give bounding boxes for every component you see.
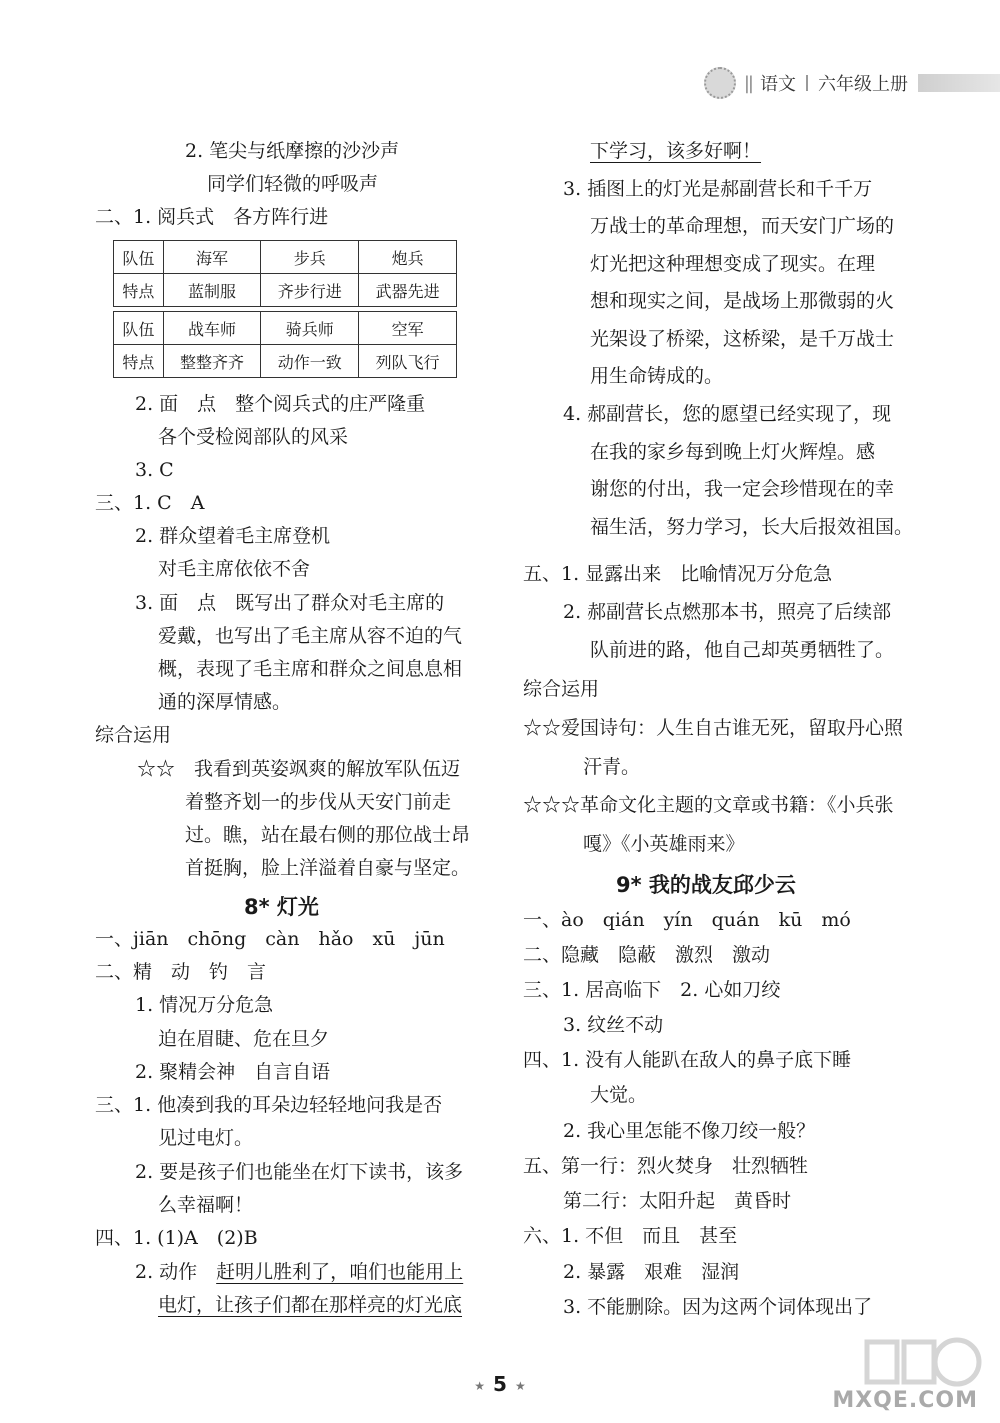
answer-line: 汗青。 — [583, 756, 641, 778]
table-row — [114, 345, 457, 378]
answer-line: ☆☆☆革命文化主题的文章或书籍：《小兵张 — [523, 794, 894, 816]
table-cell: 骑兵师 — [261, 312, 359, 345]
answer-line: 用生命铸成的。 — [590, 365, 724, 387]
header-subject: 语文 — [760, 74, 796, 95]
answer-line: 二、隐藏 隐蔽 激烈 激动 — [523, 944, 771, 966]
table-cell: 队伍 — [114, 241, 164, 274]
answer-line: 万战士的革命理想，而天安门广场的 — [590, 215, 895, 237]
answer-line: 三、1. 他凑到我的耳朵边轻轻地问我是否 — [95, 1094, 443, 1116]
table-row — [114, 312, 457, 345]
lesson-9-title: 9* 我的战友邱少云 — [616, 873, 796, 897]
answer-line: 队前进的路，他自己却英勇牺牲了。 — [590, 639, 895, 661]
header-divider-icon: || — [743, 72, 752, 94]
answer-line: 一、jiān chōng càn hǎo xū jūn — [95, 928, 445, 950]
header-grade: 六年级上册 — [818, 74, 908, 95]
answer-line: 见过电灯。 — [158, 1127, 254, 1149]
table-cell: 齐步行进 — [261, 274, 359, 307]
answer-line: 三、1. 居高临下 2. 心如刀绞 — [523, 979, 781, 1001]
answer-line: 2. 郝副营长点燃那本书，照亮了后续部 — [563, 601, 892, 623]
answer-line: 2. 暴露 艰难 湿润 — [563, 1261, 740, 1283]
table-cell: 动作一致 — [261, 345, 359, 378]
answer-line: 3. C — [135, 459, 174, 481]
answer-line: 概，表现了毛主席和群众之间息息相 — [158, 658, 463, 680]
answer-line: 第二行：太阳升起 黄昏时 — [563, 1190, 792, 1212]
page-header — [704, 66, 1000, 100]
answer-line: 2. 面 点 整个阅兵式的庄严隆重 — [135, 393, 426, 415]
answer-line: 一、ào qián yín quán kū mó — [523, 909, 851, 931]
answer-line: 谢您的付出，我一定会珍惜现在的幸 — [590, 478, 895, 500]
answer-line: 四、1. (1)A (2)B — [95, 1227, 258, 1249]
answer-line: 想和现实之间，是战场上那微弱的火 — [590, 290, 895, 312]
answer-line: 着整齐划一的步伐从天安门前走 — [185, 791, 452, 813]
star-icon: ★ — [474, 1378, 486, 1393]
table-cell: 蓝制服 — [163, 274, 261, 307]
answer-line: 3. 纹丝不动 — [563, 1014, 664, 1036]
lesson-8-title: 8* 灯光 — [244, 895, 319, 919]
sun-logo-icon — [704, 67, 736, 99]
table-cell: 武器先进 — [359, 274, 457, 307]
answer-line: 通的深厚情感。 — [158, 691, 292, 713]
answer-line: 2. 我心里怎能不像刀绞一般？ — [563, 1120, 816, 1142]
table-cell: 战车师 — [163, 312, 261, 345]
answer-line: 2. 群众望着毛主席登机 — [135, 525, 331, 547]
table-cell: 海军 — [163, 241, 261, 274]
answer-line: 二、1. 阅兵式 各方阵行进 — [95, 206, 329, 228]
answer-line: 爱戴，也写出了毛主席从容不迫的气 — [158, 625, 463, 647]
answer-line: 三、1. C A — [95, 492, 205, 514]
table-row — [114, 241, 457, 274]
answer-line: 五、1. 显露出来 比喻情况万分危急 — [523, 563, 833, 585]
answer-line: 3. 插图上的灯光是郝副营长和千千万 — [563, 178, 873, 200]
answer-line: 2. 聚精会神 自言自语 — [135, 1061, 331, 1083]
underlined-quote: 电灯，让孩子们都在那样亮的灯光底 — [158, 1294, 463, 1316]
answer-line: 灯光把这种理想变成了现实。在理 — [590, 253, 876, 275]
answer-line: ☆☆ 我看到英姿飒爽的解放军队伍迈 — [137, 758, 461, 780]
section-label: 综合运用 — [523, 678, 600, 700]
answer-line: 2. 要是孩子们也能坐在灯下读书，该多 — [135, 1161, 464, 1183]
header-grey-bar — [918, 74, 1000, 92]
table-cell: 特点 — [114, 274, 164, 307]
underlined-quote: 下学习，该多好啊！ — [590, 140, 762, 162]
troops-table — [113, 240, 457, 378]
table-cell: 特点 — [114, 345, 164, 378]
table-cell: 整整齐齐 — [163, 345, 261, 378]
table-cell: 列队飞行 — [359, 345, 457, 378]
answer-line: 嘎》《小英雄雨来》 — [583, 833, 745, 855]
answer-line: 四、1. 没有人能趴在敌人的鼻子底下睡 — [523, 1049, 852, 1071]
answer-line: 福生活，努力学习，长大后报效祖国。 — [590, 516, 914, 538]
table-cell: 炮兵 — [359, 241, 457, 274]
answer-line: 首挺胸，脸上洋溢着自豪与坚定。 — [185, 857, 471, 879]
answer-line: 在我的家乡每到晚上灯火辉煌。感 — [590, 441, 876, 463]
answer-line: 过。瞧，站在最右侧的那位战士昂 — [185, 824, 471, 846]
table-cell: 步兵 — [261, 241, 359, 274]
watermark-text: MXQE.COM — [832, 1388, 978, 1413]
answer-line: 大觉。 — [590, 1084, 648, 1106]
section-label: 综合运用 — [95, 724, 172, 746]
answer-line: 五、第一行：烈火焚身 壮烈牺牲 — [523, 1155, 809, 1177]
answer-line: 4. 郝副营长，您的愿望已经实现了，现 — [563, 403, 892, 425]
answer-line: 3. 面 点 既写出了群众对毛主席的 — [135, 592, 445, 614]
answer-line: 各个受检阅部队的风采 — [158, 426, 349, 448]
table-row — [114, 274, 457, 307]
answer-line: ☆☆爱国诗句：人生自古谁无死，留取丹心照 — [523, 717, 904, 739]
answer-line: 同学们轻微的呼吸声 — [207, 173, 379, 195]
header-separator — [806, 75, 808, 91]
table-cell: 空军 — [359, 312, 457, 345]
answer-line: 1. 情况万分危急 — [135, 994, 274, 1016]
answer-line — [135, 1260, 463, 1284]
answer-line: 二、精 动 钓 言 — [95, 961, 267, 983]
table-cell: 队伍 — [114, 312, 164, 345]
answer-line: 迫在眉睫、危在旦夕 — [158, 1028, 330, 1050]
answer-label: 2. 动作 — [135, 1261, 217, 1283]
answer-line: 六、1. 不但 而且 甚至 — [523, 1225, 738, 1247]
page-number-value: 5 — [493, 1372, 507, 1396]
answer-line: 光架设了桥梁，这桥梁，是千万战士 — [590, 328, 895, 350]
answer-line: 3. 不能删除。因为这两个词体现出了 — [563, 1296, 873, 1318]
answer-line: 对毛主席依依不舍 — [158, 558, 311, 580]
star-icon: ★ — [514, 1378, 526, 1393]
answer-line: 2. 笔尖与纸摩擦的沙沙声 — [185, 140, 400, 162]
underlined-quote: 赶明儿胜利了，咱们也能用上 — [216, 1261, 464, 1283]
answer-line: 么幸福啊！ — [158, 1194, 254, 1216]
